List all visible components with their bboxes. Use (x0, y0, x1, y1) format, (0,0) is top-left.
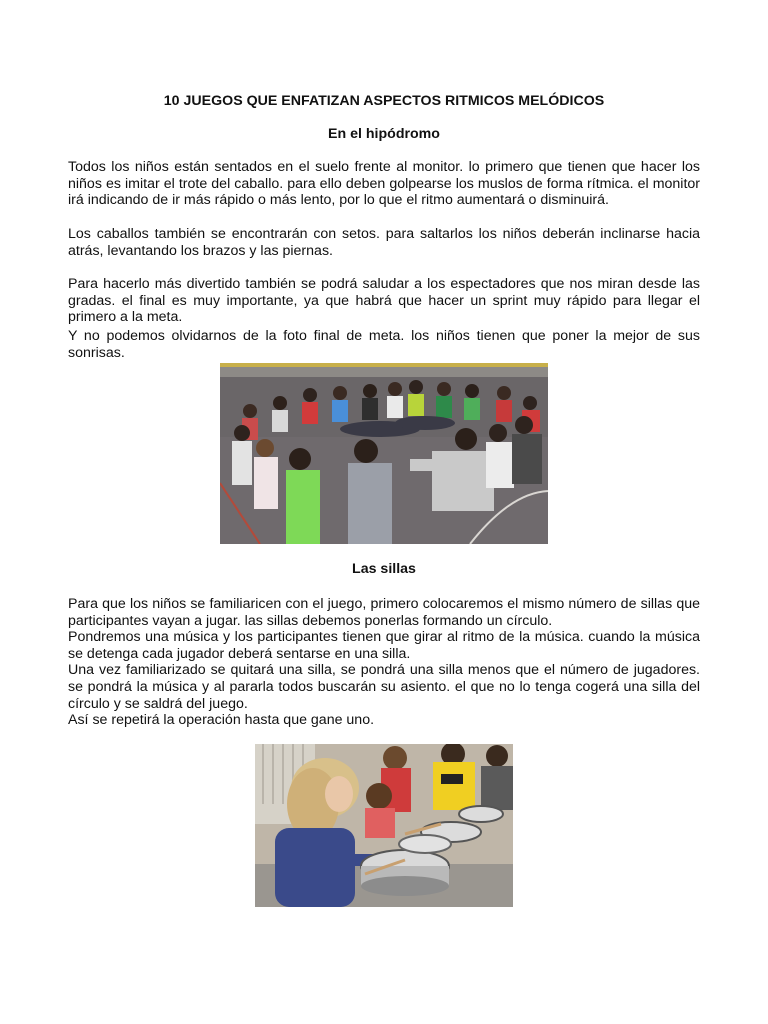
paragraph-text: Los caballos también se encontrarán con setos. para saltarlos los niños deberán inclinarse hacia atrás, levantando los brazos y las piernas. (68, 226, 700, 259)
paragraph-text: Y no podemos olvidarnos de la foto final de meta. los niños tienen que poner la mejor de sus sonrisas. (68, 328, 700, 361)
paragraph-text: Una vez familiarizado se quitará una silla, se pondrá una silla menos que el número de jugadores. se pondrá la música y al pararla todos buscarán su asiento. el que no lo tenga cogerá una silla del círculo y se saldrá del juego. (68, 662, 700, 712)
paragraph (68, 159, 700, 209)
photo-children-drums-illustration (255, 744, 513, 907)
paragraph (68, 226, 700, 259)
paragraph-text: Para hacerlo más divertido también se podrá saludar a los espectadores que nos miran desde las gradas. el final es muy importante, ya que habrá que hacer un sprint muy rápido para llegar el primero a la meta. (68, 276, 700, 326)
paragraph (68, 596, 700, 729)
section-heading-hipodromo: En el hipódromo (328, 126, 440, 142)
paragraph-text: Pondremos una música y los participantes tienen que girar al ritmo de la música. cuando la música se detenga cada jugador deberá sentarse en una silla. (68, 629, 700, 662)
paragraph (68, 276, 700, 326)
document-title: 10 JUEGOS QUE ENFATIZAN ASPECTOS RITMICOS MELÓDICOS (163, 93, 605, 109)
paragraph-text: Todos los niños están sentados en el suelo frente al monitor. lo primero que tienen que hacer los niños es imitar el trote del caballo. para ello deben golpearse los muslos de forma rítmica. el monitor irá indicando de ir más rápido o más lento, por lo que el ritmo aumentará o disminuirá. (68, 159, 700, 209)
photo-children-circle (220, 363, 548, 544)
paragraph (68, 328, 700, 361)
paragraph-text: Para que los niños se familiaricen con el juego, primero colocaremos el mismo número de sillas que participantes vayan a jugar. las sillas debemos ponerlas formando un círculo. (68, 596, 700, 629)
photo-children-circle-illustration (220, 363, 548, 544)
photo-children-drums (255, 744, 513, 907)
section-heading-sillas: Las sillas (352, 561, 416, 577)
paragraph-text: Así se repetirá la operación hasta que gane uno. (68, 712, 375, 729)
